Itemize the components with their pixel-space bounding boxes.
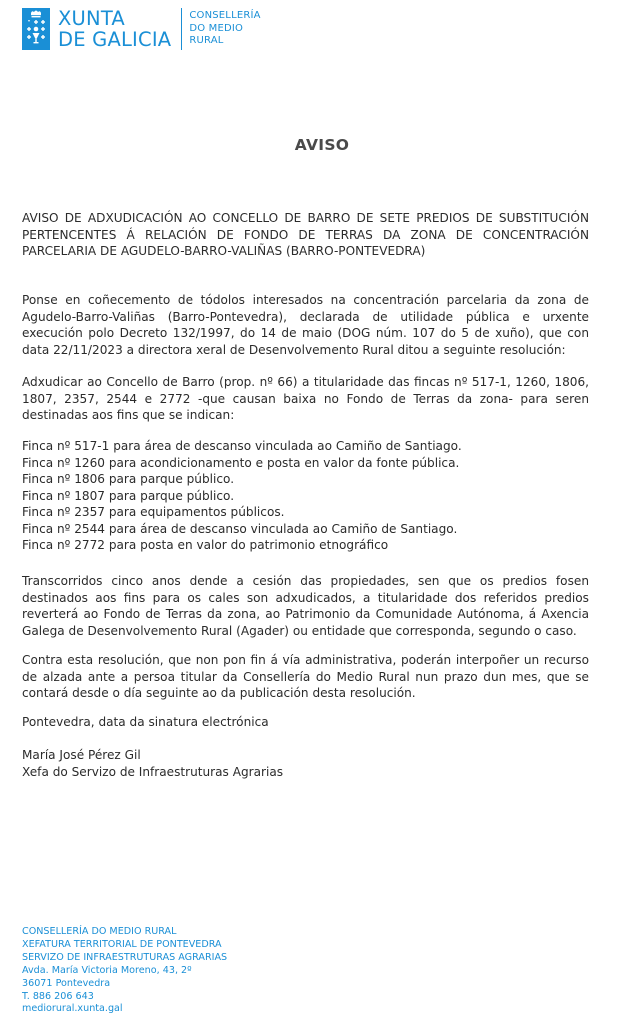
notice-subject: AVISO DE ADXUDICACIÓN AO CONCELLO DE BARRO DE SETE PREDIOS DE SUBSTITUCIÓN PERTENCENTES Á RELACIÓN DE FONDO DE TERRAS DA ZONA DE CONCENTRACIÓN PARCELARIA DE AGUDELO-BARRO-VALIÑAS (BARRO-PONTEVEDRA)	[22, 211, 589, 258]
brand-line-1: XUNTA	[58, 7, 125, 30]
footer-website-link[interactable]: mediorural.xunta.gal	[22, 1003, 123, 1015]
footer-service: SERVIZO DE INFRAESTRUTURAS AGRARIAS	[22, 951, 228, 963]
department-name	[189, 10, 260, 48]
finca-item: Finca nº 1807 para parque público.	[22, 488, 235, 503]
finca-item: Finca nº 1806 para parque público.	[22, 472, 235, 486]
header	[22, 7, 261, 51]
appeal-paragraph: Contra esta resolución, que non pon fin á vía administrativa, poderán interpoñer un recurso de alzada ante a persoa titular da Consellería do Medio Rural nun prazo dun mes, que se contará desde o día seguinte ao da publicación desta resolución.	[22, 653, 589, 700]
signature-block	[22, 747, 589, 780]
reversion-paragraph: Transcorridos cinco anos dende a cesión das propiedades, sen que os predios fosen destinados aos fins para os cales son adxudicados, a titularidade dos referidos predios reverterá ao Fondo de Terras da zona, ao Patrimonio da Comunidade Autónoma, á Axencia Galega de Desenvolvemento Rural (Agader) ou entidade que corresponda, segundo o caso.	[22, 574, 589, 638]
xunta-brand	[58, 8, 171, 50]
signatory-name: María José Pérez Gil	[22, 748, 141, 762]
finca-item: Finca nº 1260 para acondicionamento e posta en valor da fonte pública.	[22, 455, 460, 470]
dept-line-3: RURAL	[189, 35, 224, 47]
document-title: AVISO	[294, 136, 350, 154]
footer-phone: T. 886 206 643	[22, 990, 94, 1002]
brand-line-2: DE GALICIA	[58, 28, 172, 51]
footer-office: XEFATURA TERRITORIAL DE PONTEVEDRA	[22, 938, 222, 950]
finca-item: Finca nº 517-1 para área de descanso vinculada ao Camiño de Santiago.	[22, 439, 462, 453]
fincas-list	[22, 438, 589, 554]
finca-item: Finca nº 2544 para área de descanso vinculada ao Camiño de Santiago.	[22, 521, 458, 536]
galicia-coat-of-arms-icon	[22, 8, 50, 50]
footer-address: Avda. María Victoria Moreno, 43, 2º	[22, 964, 192, 976]
brand-divider	[181, 8, 182, 50]
signatory-role: Xefa do Servizo de Infraestruturas Agrarias	[22, 764, 284, 779]
dept-line-1: CONSELLERÍA	[189, 10, 261, 22]
dept-line-2: DO MEDIO	[189, 22, 244, 34]
intro-paragraph: Ponse en coñecemento de tódolos interesados na concentración parcelaria da zona de Agudelo-Barro-Valiñas (Barro-Pontevedra), declarada de utilidade pública e urxente execución polo Decreto 132/1997, do 14 de maio (DOG núm. 107 do 5 de xuño), que con data 22/11/2023 a directora xeral de Desenvolvemento Rural ditou a seguinte resolución:	[22, 293, 589, 357]
footer-contact	[22, 926, 227, 1016]
finca-item: Finca nº 2357 para equipamentos públicos.	[22, 505, 285, 519]
footer-postal: 36071 Pontevedra	[22, 977, 111, 989]
place-date: Pontevedra, data da sinatura electrónica	[22, 715, 269, 729]
finca-item: Finca nº 2772 para posta en valor do patrimonio etnográfico	[22, 538, 389, 552]
adjudication-paragraph: Adxudicar ao Concello de Barro (prop. nº 66) a titularidade das fincas nº 517-1, 1260, 1806, 1807, 2357, 2544 e 2772 -que causan baixa no Fondo de Terras da zona- para seren destinadas aos fins que se indican:	[22, 375, 589, 422]
footer-department: CONSELLERÍA DO MEDIO RURAL	[22, 926, 177, 937]
